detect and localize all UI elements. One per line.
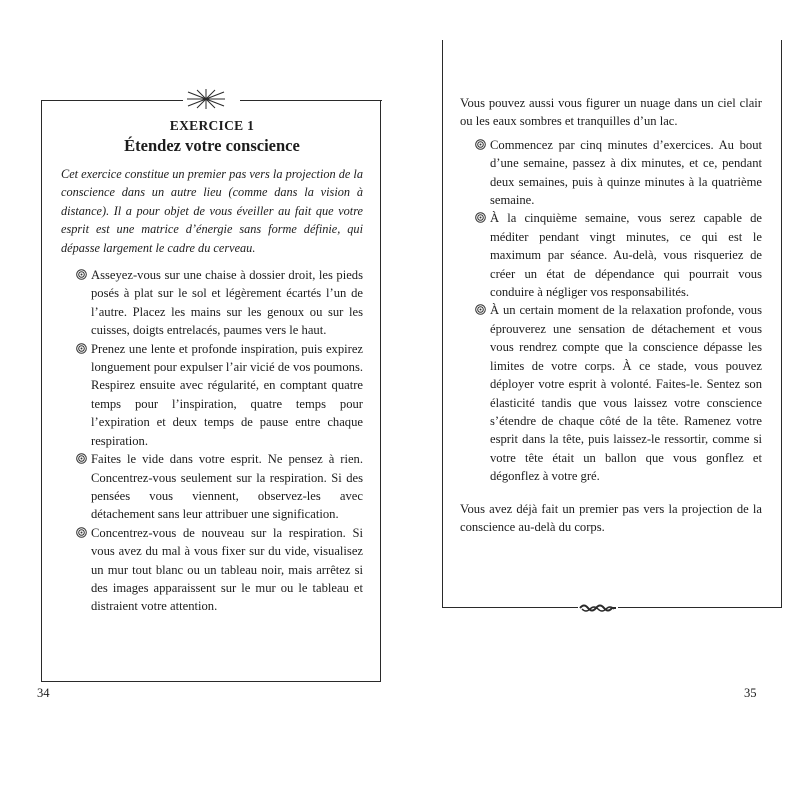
- exercise-intro: Cet exercice constitue un premier pas vers la projection de la conscience dans un autre lieu (comme dans la vision à distance). Il a pour objet de vous éveiller au fait que votre esprit est une matrice d’énergie sans forme définie, qui dépasse largement le cadre du cerveau.: [61, 167, 363, 255]
- left-bullet-list: [61, 266, 363, 616]
- box-top-border-left: [41, 100, 183, 101]
- starburst-ornament-icon: [185, 88, 227, 110]
- bullet-text: Prenez une lente et profonde inspiration, puis expirez longuement pour expulser l’air vicié de vos poumons. Respirez ensuite avec régularité, en comptant quatre temps pour l’inspiration, quatre temps pour l’expiration et deux temps de pause entre chaque respiration.: [91, 341, 363, 448]
- bullet-text: Faites le vide dans votre esprit. Ne pensez à rien. Concentrez-vous seulement sur la respiration. Si des pensées vous viennent, observez-les avec détachement sans leur attribuer une signification.: [91, 452, 363, 522]
- spiral-bullet-icon: [76, 527, 87, 538]
- bullet-text: À un certain moment de la relaxation profonde, vous éprouverez une sensation de détachement et vous vous rendrez compte que la conscience dépasse les limites de votre corps. À ce stade, vous pouvez déployer votre esprit à volonté. Faites-le. Sentez son élasticité tandis que vous laissez votre conscience s’étendre de chaque côté de la tête. Ramenez votre esprit dans la tête, puis laissez-le ressortir, comme si votre tête était un ballon que vous gonflez et dégonflez à votre gré.: [490, 303, 762, 484]
- right-page-content: [460, 94, 762, 536]
- spiral-bullet-icon: [76, 453, 87, 464]
- spiral-bullet-icon: [475, 212, 486, 223]
- spiral-bullet-icon: [475, 139, 486, 150]
- spiral-bullet-icon: [76, 269, 87, 280]
- list-item: [460, 209, 762, 301]
- bullet-text: Concentrez-vous de nouveau sur la respiration. Si vous avez du mal à vous fixer sur du vide, visualisez un mur tout blanc ou un tableau noir, mais arrêtez si des images apparaissent sur le mur ou le tableau et distraient votre attention.: [91, 525, 363, 614]
- exercise-number: EXERCICE 1: [169, 118, 255, 133]
- bullet-text: Asseyez-vous sur une chaise à dossier droit, les pieds posés à plat sur le sol et légèrement écartés l’un de l’autre. Placez les mains sur les genoux ou sur les cuisses, doigts entrelacés, paumes vers le haut.: [91, 268, 363, 338]
- page-number-left: 34: [37, 686, 50, 700]
- page-number-right: 35: [744, 686, 757, 700]
- bullet-text: Commencez par cinq minutes d’exercices. Au bout d’une semaine, passez à dix minutes, et ce, pendant deux semaines, puis à quinze minutes à la quatrième semaine.: [490, 137, 762, 208]
- list-item: [460, 301, 762, 485]
- opening-paragraph: Vous pouvez aussi vous figurer un nuage dans un ciel clair ou les eaux sombres et tranquilles d’un lac.: [460, 96, 762, 129]
- list-item: [61, 524, 363, 616]
- box-top-border-right: [240, 100, 382, 101]
- left-page-content: [61, 114, 363, 616]
- spiral-bullet-icon: [76, 343, 87, 354]
- exercise-title: Étendez votre conscience: [124, 136, 300, 155]
- list-item: [460, 136, 762, 210]
- list-item: [61, 340, 363, 450]
- closing-paragraph: Vous avez déjà fait un premier pas vers la projection de la conscience au-delà du corps.: [460, 501, 762, 534]
- bullet-text: À la cinquième semaine, vous serez capable de méditer pendant vingt minutes, ce qui est le maximum par séance. Au-delà, vous risqueriez de créer un état de dépendance qui pourrait vous conduire à négliger vos responsabilités.: [490, 211, 762, 300]
- wave-ornament-icon: [578, 600, 618, 614]
- list-item: [61, 266, 363, 340]
- list-item: [61, 450, 363, 524]
- spiral-bullet-icon: [475, 304, 486, 315]
- right-bullet-list: [460, 136, 762, 486]
